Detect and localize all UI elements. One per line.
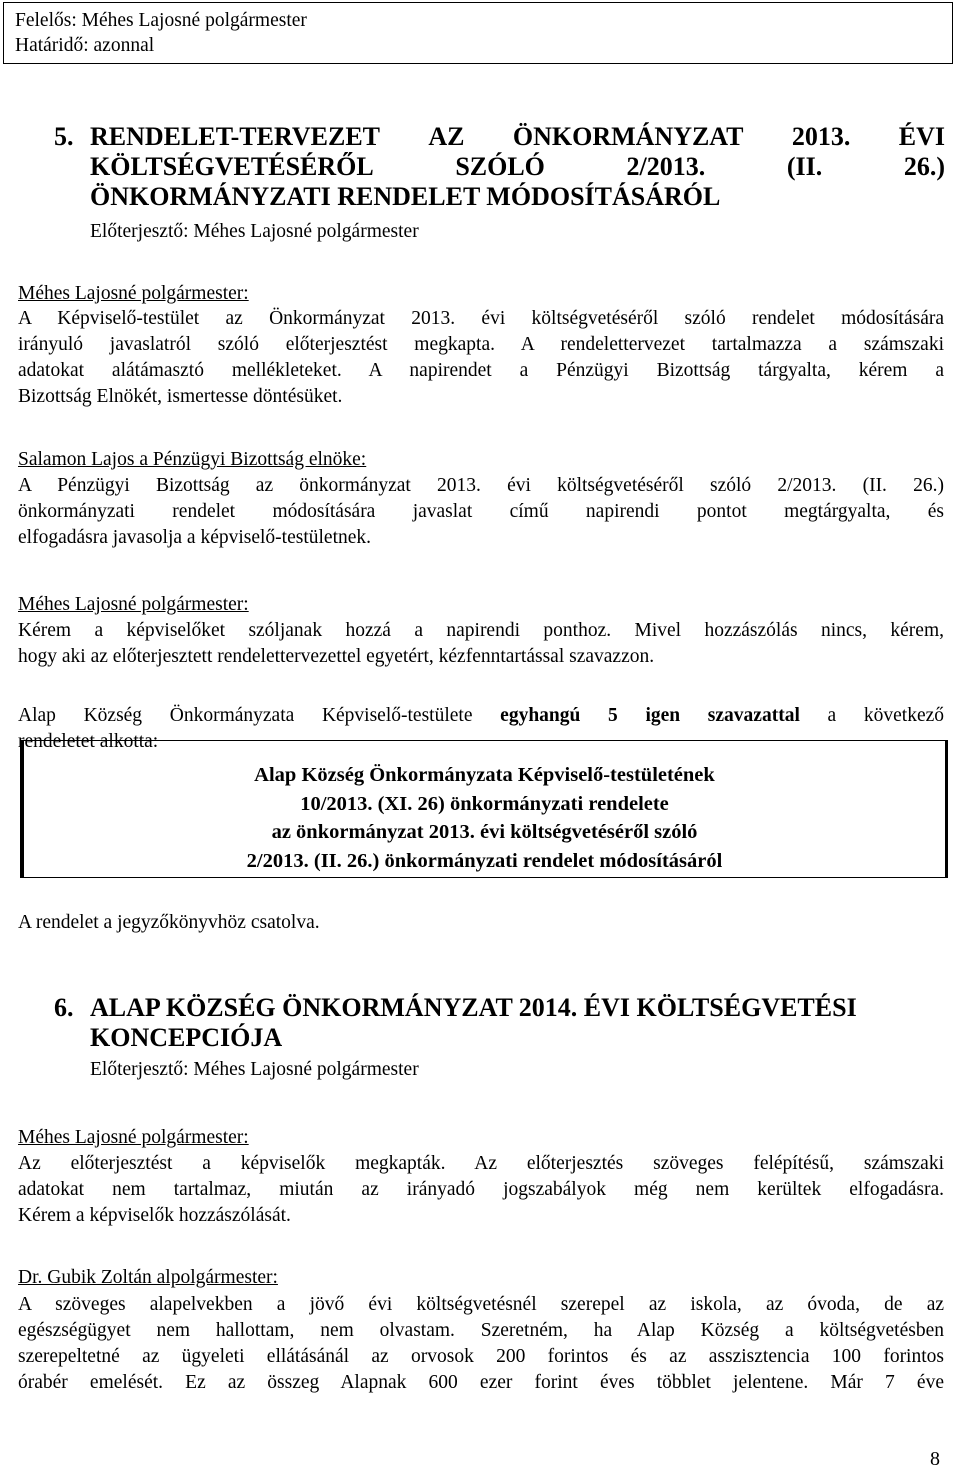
item6-number: 6. <box>54 993 74 1022</box>
item5-title-line1: RENDELET-TERVEZET AZ ÖNKORMÁNYZAT 2013. ÉVI <box>90 122 945 151</box>
item6-title-line1: ALAP KÖZSÉG ÖNKORMÁNYZAT 2014. ÉVI KÖLTSÉGVETÉSI <box>90 993 857 1022</box>
item6-paragraph1: Az előterjesztést a képviselők megkapták. Az előterjesztés szöveges felépítésű, számszaki adatokat nem tartalmaz, miután az irányadó jogszabályok még nem kerültek elfogadásra. Kérem a képviselők hozzászólását. <box>18 1153 944 1226</box>
item5-speaker1: Méhes Lajosné polgármester: <box>18 283 249 304</box>
item5-title <box>90 122 945 212</box>
item6-presenter: Előterjesztő: Méhes Lajosné polgármester <box>90 1059 419 1080</box>
vote-result-line2: rendeletet alkotta: <box>18 731 159 752</box>
item5-title-line2: KÖLTSÉGVETÉSÉRŐL SZÓLÓ 2/2013. (II. 26.) <box>90 152 945 181</box>
item6-title <box>90 993 950 1053</box>
item5-paragraph2: A Pénzügyi Bizottság az önkormányzat 2013. évi költségvetéséről szóló 2/2013. (II. 26.) önkormányzati rendelet módosítására javaslat című napirendi pontot megtárgyalta, és elfogadásra javasolja a képviselő-testületnek. <box>18 475 944 548</box>
decree-line: az önkormányzat 2013. évi költségvetéséről szóló <box>271 821 698 843</box>
item6-speaker2: Dr. Gubik Zoltán alpolgármester: <box>18 1267 278 1288</box>
item5-speaker3: Méhes Lajosné polgármester: <box>18 594 249 615</box>
deadline-line: Határidő: azonnal <box>15 35 155 56</box>
item5-speaker2: Salamon Lajos a Pénzügyi Bizottság elnöke: <box>18 449 367 470</box>
item5-paragraph3: Kérem a képviselőket szóljanak hozzá a napirendi ponthoz. Mivel hozzászólás nincs, kérem, hogy aki az előterjesztett rendelettervezettel egyetért, kézfenntartással szavazzon. <box>18 620 944 667</box>
item6-title-line2: KONCEPCIÓJA <box>90 1023 283 1052</box>
item6-paragraph2: A szöveges alapelvekben a jövő évi költségvetésnél szerepel az iskola, az óvoda, de az egészségügyet nem hallottam, nem olvastam. Szeretném, ha Alap Község a költségvetésben szerepeltetné az ügyeleti ellátásánál az orvosok 200 forintos és az asszisztencia 100 forintos órabér emelését. Ez az összeg Alapnak 600 ezer forint éves többlet jelentene. Már 7 éve <box>18 1294 944 1393</box>
responsible-line: Felelős: Méhes Lajosné polgármester <box>15 10 307 31</box>
decree-line: 10/2013. (XI. 26) önkormányzati rendelete <box>300 792 669 815</box>
item6-speaker1: Méhes Lajosné polgármester: <box>18 1127 249 1148</box>
decree-box <box>20 740 948 878</box>
item5-number: 5. <box>54 122 74 151</box>
decree-line: 2/2013. (II. 26.) önkormányzati rendelet módosításáról <box>246 849 723 872</box>
responsibility-box <box>3 2 953 64</box>
item5-title-line3: ÖNKORMÁNYZATI RENDELET MÓDOSÍTÁSÁRÓL <box>90 182 721 211</box>
page-number: 8 <box>930 1448 940 1470</box>
item5-paragraph1: A Képviselő-testület az Önkormányzat 2013. évi költségvetéséről szóló rendelet módosítására irányuló javaslatról szóló előterjesztést megkapta. A rendelettervezet tartalmazza a számszaki adatokat alátámasztó mellékleteket. A napirendet a Pénzügyi Bizottság tárgyalta, kérem a Bizottság Elnökét, ismertesse döntésüket. <box>18 308 944 407</box>
vote-result-line1: Alap Község Önkormányzata Képviselő-testülete egyhangú 5 igen szavazattal a következő <box>18 705 945 726</box>
decree-attached-note: A rendelet a jegyzőkönyvhöz csatolva. <box>18 912 320 933</box>
item5-presenter: Előterjesztő: Méhes Lajosné polgármester <box>90 221 419 242</box>
decree-line: Alap Község Önkormányzata Képviselő-testületének <box>254 764 715 786</box>
